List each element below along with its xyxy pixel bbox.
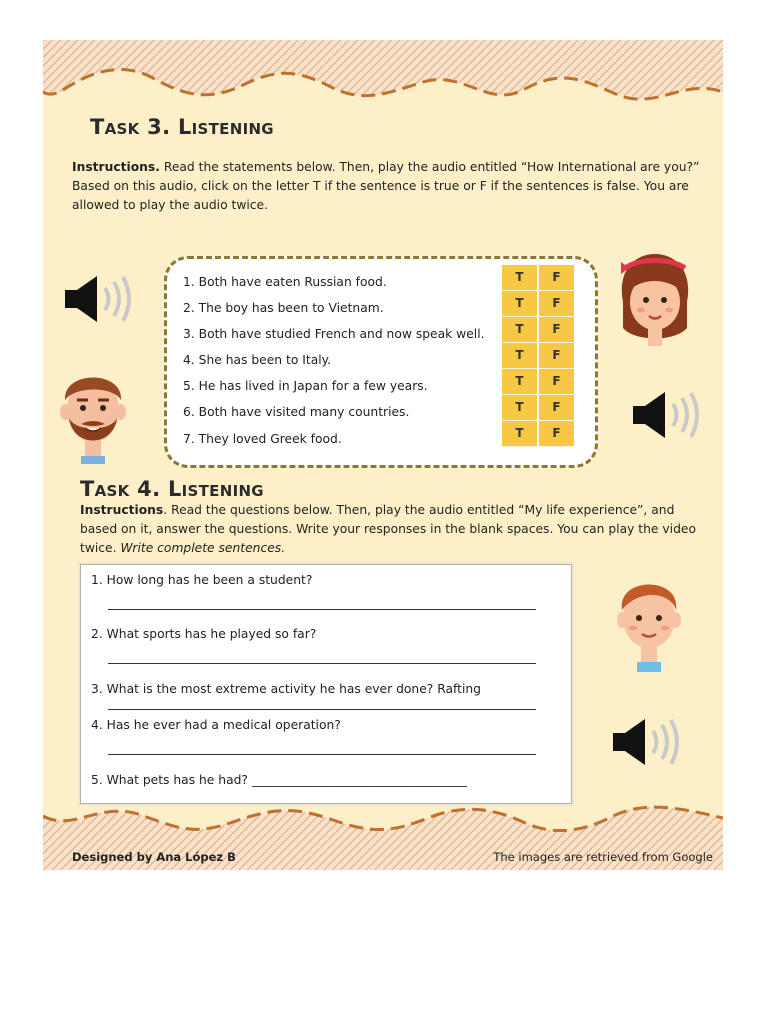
true-option-7[interactable]: T <box>502 421 537 447</box>
girl-avatar <box>615 250 695 350</box>
task3-instructions-label: Instructions. <box>72 160 160 174</box>
true-column <box>502 265 537 446</box>
false-option-6[interactable]: F <box>539 395 574 421</box>
true-option-4[interactable]: T <box>502 343 537 369</box>
false-option-1[interactable]: F <box>539 265 574 291</box>
task3-instructions <box>72 158 702 215</box>
false-column <box>539 265 574 446</box>
task4-title: Task 4. Listening <box>80 477 264 501</box>
true-option-3[interactable]: T <box>502 317 537 343</box>
bearded-man-avatar <box>53 358 133 468</box>
question-4: 4. Has he ever had a medical operation? <box>91 718 341 732</box>
question-2: 2. What sports has he played so far? <box>91 627 317 641</box>
footer-credit: Designed by Ana López B <box>72 850 236 864</box>
true-false-box <box>164 256 598 468</box>
top-decorative-border <box>43 40 723 110</box>
statement-3: 3. Both have studied French and now speak well. <box>183 327 485 341</box>
statement-4: 4. She has been to Italy. <box>183 353 332 367</box>
worksheet-page <box>43 40 723 870</box>
speaker-icon[interactable] <box>611 717 683 767</box>
statement-1: 1. Both have eaten Russian food. <box>183 275 387 289</box>
false-option-5[interactable]: F <box>539 369 574 395</box>
statement-7: 7. They loved Greek food. <box>183 432 342 446</box>
task3-instructions-text: Read the statements below. Then, play the audio entitled “How International are you?” Based on this audio, click on the letter T if the sentence is true or F if the sentences is false. You are allowed to play the audio twice. <box>72 160 700 212</box>
true-option-1[interactable]: T <box>502 265 537 291</box>
true-option-6[interactable]: T <box>502 395 537 421</box>
boy-avatar <box>609 568 689 678</box>
footer-image-source: The images are retrieved from Google <box>493 850 713 864</box>
task4-instructions <box>80 501 710 558</box>
answer-line-4[interactable] <box>108 754 536 755</box>
speaker-icon[interactable] <box>63 274 135 324</box>
statement-5: 5. He has lived in Japan for a few years. <box>183 379 428 393</box>
task4-instructions-label: Instructions <box>80 503 164 517</box>
answer-line-1[interactable] <box>108 609 536 610</box>
true-option-2[interactable]: T <box>502 291 537 317</box>
task4-instructions-text: . Read the questions below. Then, play the audio entitled “My life experience”, and based on it, answer the questions. Write your responses in the blank spaces. You can play the video twice. <box>80 503 696 555</box>
false-option-7[interactable]: F <box>539 421 574 447</box>
speaker-icon[interactable] <box>631 390 703 440</box>
questions-box <box>80 564 572 804</box>
answer-line-3[interactable] <box>108 709 536 710</box>
task3-title: Task 3. Listening <box>90 115 274 139</box>
false-option-3[interactable]: F <box>539 317 574 343</box>
task4-instructions-italic: Write complete sentences. <box>120 541 286 555</box>
question-1: 1. How long has he been a student? <box>91 573 313 587</box>
question-3: 3. What is the most extreme activity he has ever done? Rafting <box>91 682 481 696</box>
question-5: 5. What pets has he had? ___________________________________ <box>91 773 468 787</box>
true-option-5[interactable]: T <box>502 369 537 395</box>
statement-6: 6. Both have visited many countries. <box>183 405 410 419</box>
statement-2: 2. The boy has been to Vietnam. <box>183 301 384 315</box>
answer-line-2[interactable] <box>108 663 536 664</box>
false-option-4[interactable]: F <box>539 343 574 369</box>
false-option-2[interactable]: F <box>539 291 574 317</box>
